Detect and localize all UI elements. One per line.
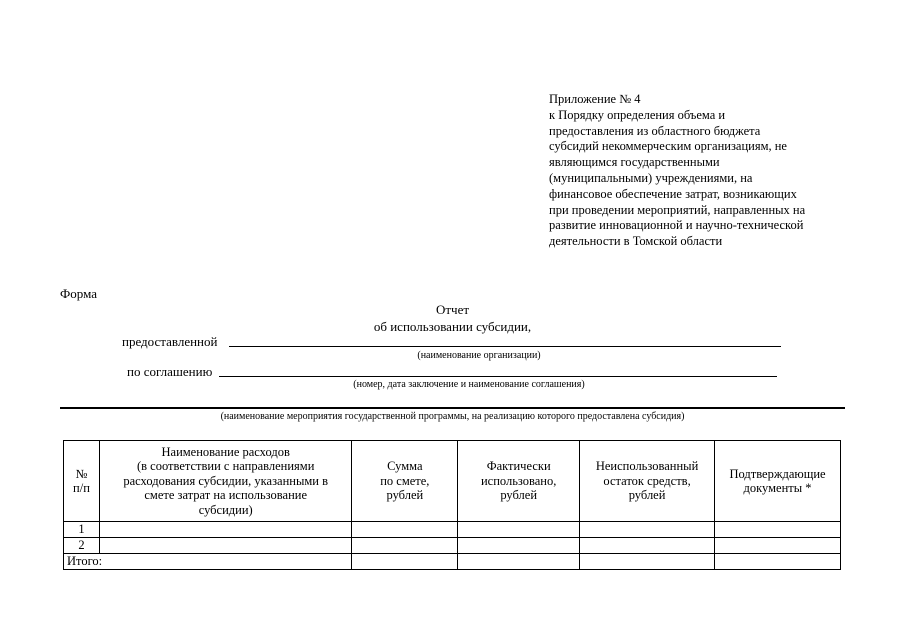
agreement-caption: (номер, дата заключение и наименование соглашения) — [353, 379, 585, 390]
header-line: Фактически — [486, 459, 551, 474]
appendix-block — [549, 92, 849, 250]
table-cell[interactable] — [352, 538, 458, 554]
table-total-row — [64, 554, 841, 570]
header-line: рублей — [386, 488, 424, 503]
table-cell[interactable] — [352, 522, 458, 538]
organization-caption: (наименование организации) — [417, 350, 541, 361]
event-field-line[interactable] — [60, 407, 845, 409]
appendix-line: Приложение № 4 — [549, 92, 641, 106]
table-cell[interactable] — [580, 522, 715, 538]
header-line: рублей — [500, 488, 538, 503]
header-line: по смете, — [380, 473, 430, 488]
header-line: остаток средств, — [603, 473, 691, 488]
header-line: № — [75, 466, 88, 481]
header-line: расходования субсидии, указанными в — [123, 473, 328, 488]
table-cell[interactable] — [715, 522, 841, 538]
table-header-row — [64, 441, 841, 522]
appendix-line: финансовое обеспечение затрат, возникающих — [549, 186, 797, 201]
report-title: Отчет — [435, 302, 470, 317]
organization-field-line[interactable] — [229, 346, 781, 347]
header-line: использовано, — [480, 473, 557, 488]
header-line: документы * — [743, 481, 812, 495]
agreement-label: по соглашению — [127, 364, 213, 379]
appendix-line: (муниципальными) учреждениями, на — [549, 170, 753, 185]
appendix-line: к Порядку определения объема и — [549, 107, 726, 122]
table-cell[interactable] — [458, 538, 580, 554]
appendix-line: предоставления из областного бюджета — [549, 123, 761, 138]
row-number: 2 — [64, 538, 100, 554]
appendix-line: при проведении мероприятий, направленных на — [549, 202, 806, 217]
header-line: Наименование расходов — [161, 444, 290, 459]
row-number: 1 — [64, 522, 100, 538]
header-line: субсидии) — [198, 502, 253, 517]
header-line: п/п — [73, 481, 90, 495]
header-line: Неиспользованный — [595, 459, 699, 474]
table-cell[interactable] — [352, 554, 458, 570]
column-header-actually-used — [458, 441, 580, 522]
column-header-supporting-documents — [715, 441, 841, 522]
form-label: Форма — [60, 286, 97, 301]
table-row — [64, 538, 841, 554]
table-cell[interactable] — [715, 554, 841, 570]
table-cell[interactable] — [458, 522, 580, 538]
column-header-unused-balance — [580, 441, 715, 522]
column-header-number — [64, 441, 100, 522]
appendix-line: субсидий некоммерческим организациям, не — [549, 139, 787, 154]
total-label: Итого: — [64, 554, 352, 570]
report-table — [63, 440, 841, 570]
header-line: смете затрат на использование — [144, 488, 307, 503]
header-line: (в соответствии с направлениями — [136, 459, 315, 474]
table-cell[interactable] — [99, 522, 352, 538]
column-header-estimate-sum — [352, 441, 458, 522]
table-cell[interactable] — [99, 538, 352, 554]
header-line: Подтверждающие — [729, 466, 826, 481]
table-row — [64, 522, 841, 538]
column-header-expense-name — [99, 441, 352, 522]
report-subtitle: об использовании субсидии, — [373, 319, 532, 334]
event-caption: (наименование мероприятия государственной программы, на реализацию которого предоставлена субсидия) — [220, 411, 685, 422]
table-cell[interactable] — [580, 554, 715, 570]
header-line: Сумма — [387, 459, 423, 474]
provided-label: предоставленной — [122, 334, 218, 349]
agreement-field-line[interactable] — [219, 376, 777, 377]
appendix-line: развитие инновационной и научно-технической — [549, 218, 804, 233]
appendix-line: являющимся государственными — [549, 155, 720, 170]
table-cell[interactable] — [580, 538, 715, 554]
appendix-line: деятельности в Томской области — [549, 234, 723, 249]
header-line: рублей — [628, 488, 666, 503]
table-cell[interactable] — [715, 538, 841, 554]
table-cell[interactable] — [458, 554, 580, 570]
